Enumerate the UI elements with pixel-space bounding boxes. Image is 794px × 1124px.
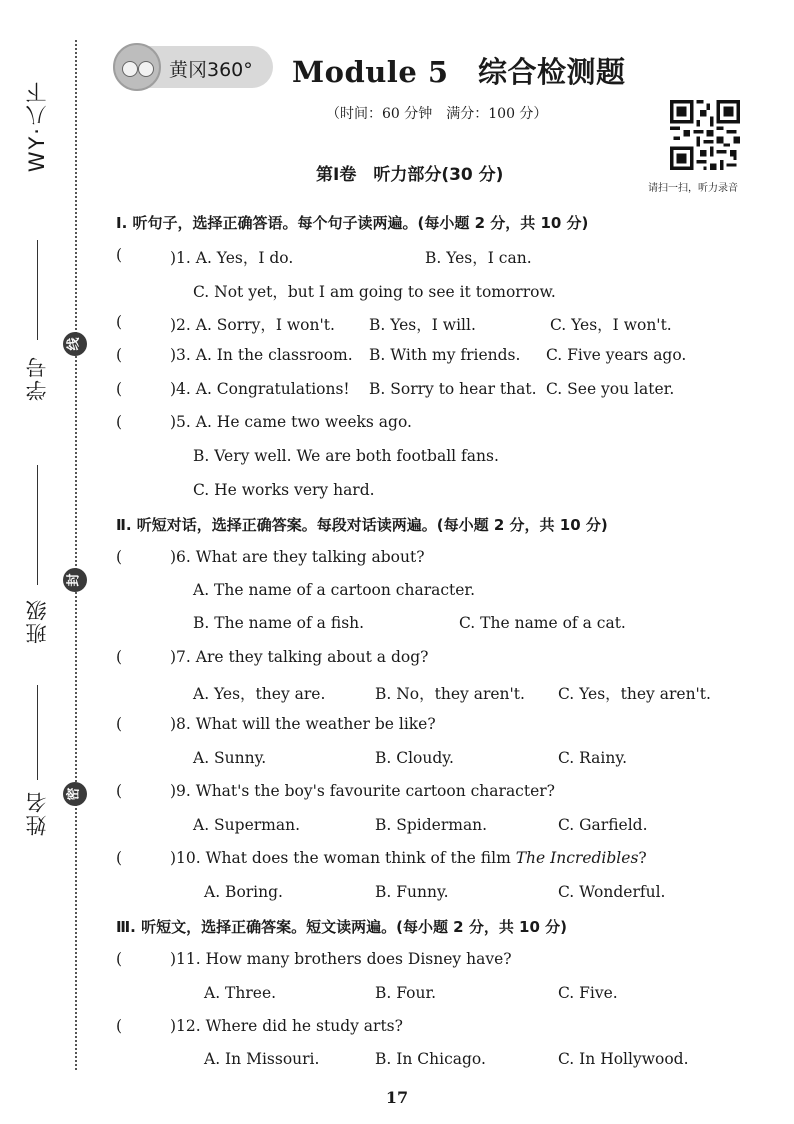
- option-b: B. Funny.: [375, 883, 449, 901]
- answer-blank[interactable]: (: [116, 246, 123, 264]
- answer-blank[interactable]: (: [116, 413, 123, 431]
- question-10: )10. What does the woman think of the film The Incredibles?: [170, 849, 647, 867]
- mascot-logo-icon: [113, 43, 161, 91]
- question-9: )9. What's the boy's favourite cartoon character?: [170, 782, 555, 800]
- option-b: B. Spiderman.: [375, 816, 488, 834]
- option-c: C. Rainy.: [558, 749, 627, 767]
- answer-blank[interactable]: (: [116, 346, 123, 364]
- option-c: C. The name of a cat.: [459, 614, 626, 632]
- option-c: C. Yes，I won't.: [550, 316, 672, 334]
- question-4: )4. A. Congratulations!: [170, 380, 350, 398]
- question-2: )2. A. Sorry，I won't.: [170, 316, 335, 334]
- seal-secret: 密: [63, 782, 87, 806]
- option-b: B. Yes，I can.: [425, 249, 532, 267]
- option-b: B. Yes，I will.: [369, 316, 476, 334]
- series-badge-text: 黄冈360°: [169, 59, 253, 81]
- qr-code-icon[interactable]: [670, 100, 740, 170]
- option-b: B. No，they aren't.: [375, 685, 525, 703]
- qr-caption: 请扫一扫，听力录音: [648, 183, 738, 194]
- answer-blank[interactable]: (: [116, 715, 123, 733]
- question-1: )1. A. Yes，I do.: [170, 249, 294, 267]
- question-7: )7. Are they talking about a dog?: [170, 648, 429, 666]
- option-b: B. Four.: [375, 984, 437, 1002]
- option-c: C. Five.: [558, 984, 618, 1002]
- answer-blank[interactable]: (: [116, 1017, 123, 1035]
- binding-dotted-line: [75, 40, 77, 1070]
- part-title: 第Ⅰ卷 听力部分(30 分): [316, 165, 504, 185]
- name-label: 姓名: [25, 790, 49, 836]
- answer-blank[interactable]: (: [116, 782, 123, 800]
- option-b: B. The name of a fish.: [193, 614, 365, 632]
- option-c: C. Yes，they aren't.: [558, 685, 711, 703]
- option-b: B. Sorry to hear that.: [369, 380, 537, 398]
- option-b: B. Cloudy.: [375, 749, 454, 767]
- question-8: )8. What will the weather be like?: [170, 715, 436, 733]
- page-title: Module 5 综合检测题: [292, 55, 626, 89]
- answer-blank[interactable]: (: [116, 950, 123, 968]
- option-a: A. Three.: [204, 984, 277, 1002]
- answer-blank[interactable]: (: [116, 313, 123, 331]
- series-badge: [113, 46, 273, 88]
- class-blank: [37, 465, 38, 585]
- student-number-blank: [37, 240, 38, 340]
- film-title: The Incredibles: [515, 849, 639, 867]
- option-c: C. In Hollywood.: [558, 1050, 689, 1068]
- question-5: )5. A. He came two weeks ago.: [170, 413, 412, 431]
- answer-blank[interactable]: (: [116, 849, 123, 867]
- option-c: C. Garfield.: [558, 816, 648, 834]
- section-heading: Ⅲ. 听短文，选择正确答案。短文读两遍。(每小题 2 分，共 10 分): [116, 918, 568, 936]
- name-blank: [37, 685, 38, 780]
- answer-blank[interactable]: (: [116, 648, 123, 666]
- question-6: )6. What are they talking about?: [170, 548, 425, 566]
- option-a: A. Boring.: [204, 883, 283, 901]
- section-heading: Ⅱ. 听短对话，选择正确答案。每段对话读两遍。(每小题 2 分，共 10 分): [116, 516, 608, 534]
- option-c: C. See you later.: [546, 380, 675, 398]
- answer-blank[interactable]: (: [116, 380, 123, 398]
- option-b: B. Very well. We are both football fans.: [193, 447, 499, 465]
- option-b: B. In Chicago.: [375, 1050, 486, 1068]
- option-c: C. Not yet，but I am going to see it tomorrow.: [193, 283, 556, 301]
- option-a: A. Yes，they are.: [193, 685, 326, 703]
- question-11: )11. How many brothers does Disney have?: [170, 950, 512, 968]
- exam-info: （时间：60 分钟 满分：100 分）: [326, 106, 548, 122]
- question-3: )3. A. In the classroom.: [170, 346, 353, 364]
- student-number-label: 学号: [25, 355, 49, 401]
- seal-seal: 封: [63, 568, 87, 592]
- class-label: 班级: [25, 598, 49, 644]
- option-a: A. The name of a cartoon character.: [193, 581, 476, 599]
- edition-label: WY·八下: [25, 80, 49, 173]
- option-a: A. In Missouri.: [204, 1050, 320, 1068]
- option-c: C. Five years ago.: [546, 346, 687, 364]
- option-a: A. Sunny.: [193, 749, 267, 767]
- option-c: C. Wonderful.: [558, 883, 666, 901]
- answer-blank[interactable]: (: [116, 548, 123, 566]
- option-a: A. Superman.: [193, 816, 301, 834]
- option-b: B. With my friends.: [369, 346, 521, 364]
- page-number: 17: [385, 1088, 409, 1107]
- section-heading: Ⅰ. 听句子，选择正确答语。每个句子读两遍。(每小题 2 分，共 10 分): [116, 214, 589, 232]
- seal-line: 线: [63, 332, 87, 356]
- option-c: C. He works very hard.: [193, 481, 375, 499]
- question-12: )12. Where did he study arts?: [170, 1017, 403, 1035]
